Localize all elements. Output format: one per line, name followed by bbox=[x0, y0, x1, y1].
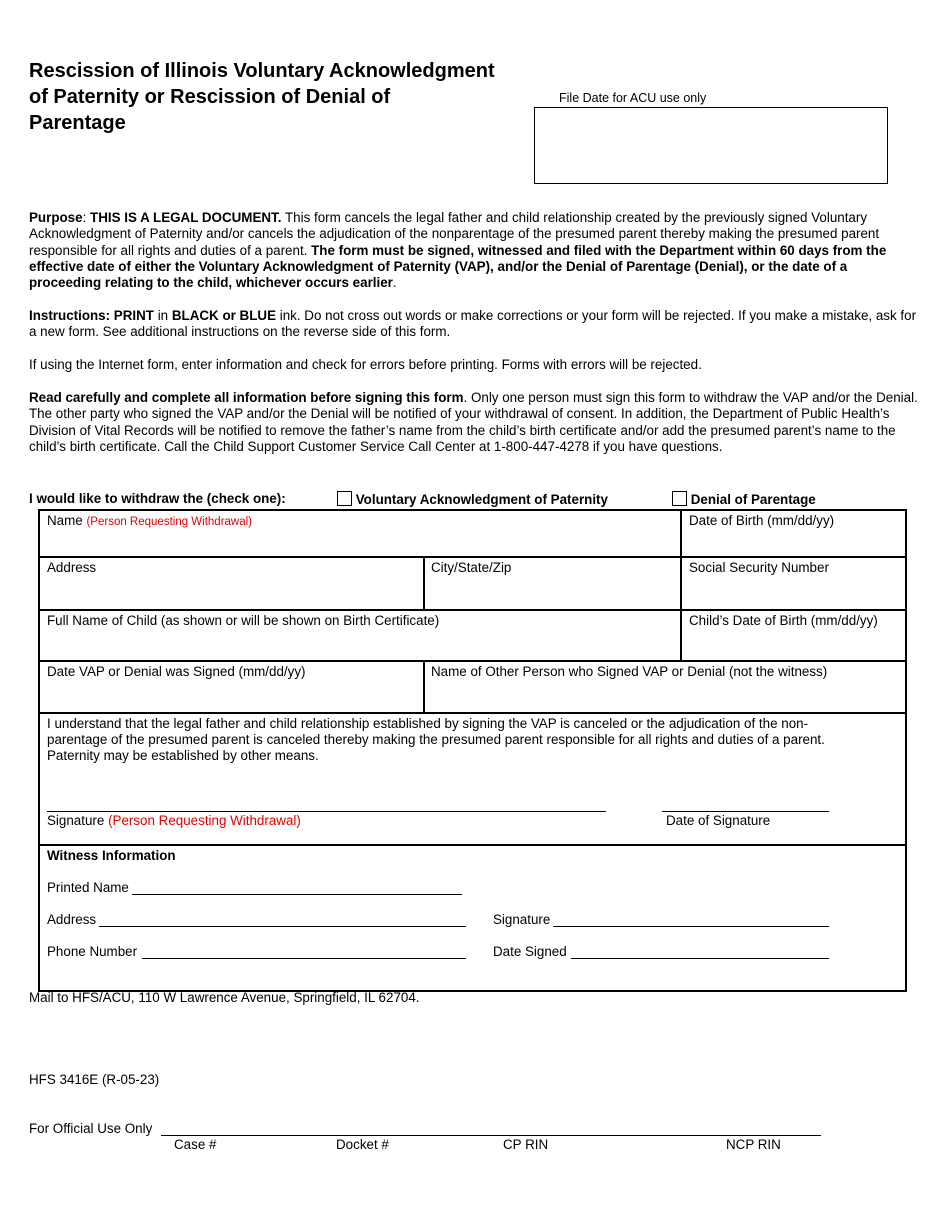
col-divider bbox=[680, 609, 682, 660]
instructions-text: ink. Do not cross out words or make corrections or your form will be rejected. If you make a mistake, ask for a new form. See additional instructions on the reverse side of this form. bbox=[29, 308, 917, 340]
child-name-field[interactable]: Full Name of Child (as shown or will be shown on Birth Certificate) bbox=[47, 613, 440, 628]
ncp-rin-label: NCP RIN bbox=[726, 1137, 781, 1152]
witness-printed-name-line[interactable] bbox=[132, 894, 462, 895]
docket-number-label: Docket # bbox=[336, 1137, 389, 1152]
witness-address-line[interactable] bbox=[99, 926, 466, 927]
form-id: HFS 3416E (R-05-23) bbox=[29, 1072, 160, 1087]
instructions-in: in bbox=[153, 308, 172, 323]
read-carefully-paragraph bbox=[29, 390, 919, 455]
witness-signature-label: Signature bbox=[493, 912, 551, 927]
official-use-label: For Official Use Only bbox=[29, 1121, 153, 1136]
purpose-paragraph bbox=[29, 210, 919, 291]
purpose-colon: : bbox=[82, 210, 91, 225]
vap-date-field[interactable]: Date VAP or Denial was Signed (mm/dd/yy) bbox=[47, 664, 306, 679]
city-state-zip-field[interactable]: City/State/Zip bbox=[431, 560, 512, 575]
witness-phone-label: Phone Number bbox=[47, 944, 138, 959]
title-line-2: of Paternity or Rescission of Denial of bbox=[29, 86, 391, 108]
official-use-line bbox=[161, 1135, 821, 1136]
col-divider bbox=[680, 556, 682, 609]
read-carefully-bold: Read carefully and complete all information before signing this form bbox=[29, 390, 464, 405]
denial-option-label: Denial of Parentage bbox=[690, 492, 816, 507]
withdrawal-form bbox=[38, 509, 907, 992]
row-divider bbox=[40, 660, 905, 662]
child-dob-field[interactable]: Child’s Date of Birth (mm/dd/yy) bbox=[689, 613, 878, 628]
witness-heading: Witness Information bbox=[47, 848, 176, 863]
withdraw-option-vap[interactable] bbox=[337, 491, 608, 507]
signature-label: Signature bbox=[47, 813, 105, 828]
vap-option-label: Voluntary Acknowledgment of Paternity bbox=[355, 492, 608, 507]
instructions-ink: BLACK or BLUE bbox=[171, 308, 277, 323]
row-divider bbox=[40, 844, 905, 846]
ssn-field[interactable]: Social Security Number bbox=[689, 560, 829, 575]
name-field[interactable] bbox=[47, 513, 252, 530]
col-divider bbox=[423, 556, 425, 609]
witness-date-signed-label: Date Signed bbox=[493, 944, 567, 959]
signature-caption bbox=[47, 813, 301, 829]
instructions-paragraph bbox=[29, 308, 919, 341]
cp-rin-label: CP RIN bbox=[503, 1137, 549, 1152]
internet-note: If using the Internet form, enter information and check for errors before printing. Forms with errors will be rejected. bbox=[29, 357, 702, 372]
purpose-text: This form cancels the legal father and child relationship created by the previously signed Voluntary Acknowledgment of Paternity and/or cancels the adjudication of the nonparentage of the presumed parent thereby making the presumed parent responsible for all rights and duties of a parent. bbox=[29, 210, 880, 258]
purpose-bold-text: The form must be signed, witnessed and filed with the Department within 60 days from the effective date of either the Voluntary Acknowledgment of Paternity (VAP), and/or the Denial of Parentage (Denial), or the date of a proceeding relating to the child, whichever occurs earlier bbox=[29, 242, 887, 291]
withdraw-label: I would like to withdraw the (check one): bbox=[29, 491, 286, 506]
address-field[interactable]: Address bbox=[47, 560, 97, 575]
instructions-label: Instructions: PRINT bbox=[29, 308, 154, 323]
date-of-signature-line[interactable] bbox=[662, 811, 829, 812]
mail-to: Mail to HFS/ACU, 110 W Lawrence Avenue, Springfield, IL 62704. bbox=[29, 990, 420, 1005]
title-line-3: Parentage bbox=[29, 112, 126, 134]
col-divider bbox=[423, 660, 425, 712]
dob-field[interactable]: Date of Birth (mm/dd/yy) bbox=[689, 513, 835, 528]
withdraw-option-denial[interactable] bbox=[672, 491, 816, 507]
date-of-signature-label: Date of Signature bbox=[666, 813, 771, 828]
witness-date-signed-line[interactable] bbox=[571, 958, 829, 959]
witness-phone-line[interactable] bbox=[142, 958, 466, 959]
witness-signature-line[interactable] bbox=[553, 926, 829, 927]
witness-address-label: Address bbox=[47, 912, 97, 927]
name-note: (Person Requesting Withdrawal) bbox=[86, 516, 253, 528]
other-person-field[interactable]: Name of Other Person who Signed VAP or Denial (not the witness) bbox=[431, 664, 828, 679]
understanding-statement: I understand that the legal father and child relationship established by signing the VAP is canceled or the adjudication of the non-parentage of the presumed parent is canceled thereby making the presumed parent responsible for all rights and duties of a parent. Paternity may be established by other means. bbox=[47, 716, 825, 763]
signature-note: (Person Requesting Withdrawal) bbox=[108, 813, 301, 828]
row-divider bbox=[40, 609, 905, 611]
form-title bbox=[29, 58, 549, 136]
read-carefully-text: . Only one person must sign this form to withdraw the VAP and/or the Denial. The other party who signed the VAP and/or the Denial will be notified of your withdrawal of consent. In addition, the Department of Public Health’s Division of Vital Records will be notified to remove the father’s name from the child’s birth certificate and/or add the presumed parent’s name to the child’s birth certificate. Call the Child Support Customer Service Call Center at 1-800-447-4278 if you have questions. bbox=[29, 390, 918, 454]
file-date-box[interactable] bbox=[534, 107, 888, 184]
denial-checkbox[interactable] bbox=[672, 491, 687, 506]
name-label: Name bbox=[47, 513, 83, 528]
purpose-end: . bbox=[392, 275, 397, 291]
row-divider bbox=[40, 712, 905, 714]
row-divider bbox=[40, 556, 905, 558]
witness-printed-name-label: Printed Name bbox=[47, 880, 129, 895]
col-divider bbox=[680, 511, 682, 556]
title-line-1: Rescission of Illinois Voluntary Acknowledgment bbox=[29, 60, 495, 82]
purpose-legal: THIS IS A LEGAL DOCUMENT. bbox=[90, 210, 282, 225]
signature-line[interactable] bbox=[47, 811, 606, 812]
case-number-label: Case # bbox=[174, 1137, 217, 1152]
vap-checkbox[interactable] bbox=[337, 491, 352, 506]
file-date-label: File Date for ACU use only bbox=[559, 91, 707, 105]
purpose-label: Purpose bbox=[29, 210, 83, 225]
